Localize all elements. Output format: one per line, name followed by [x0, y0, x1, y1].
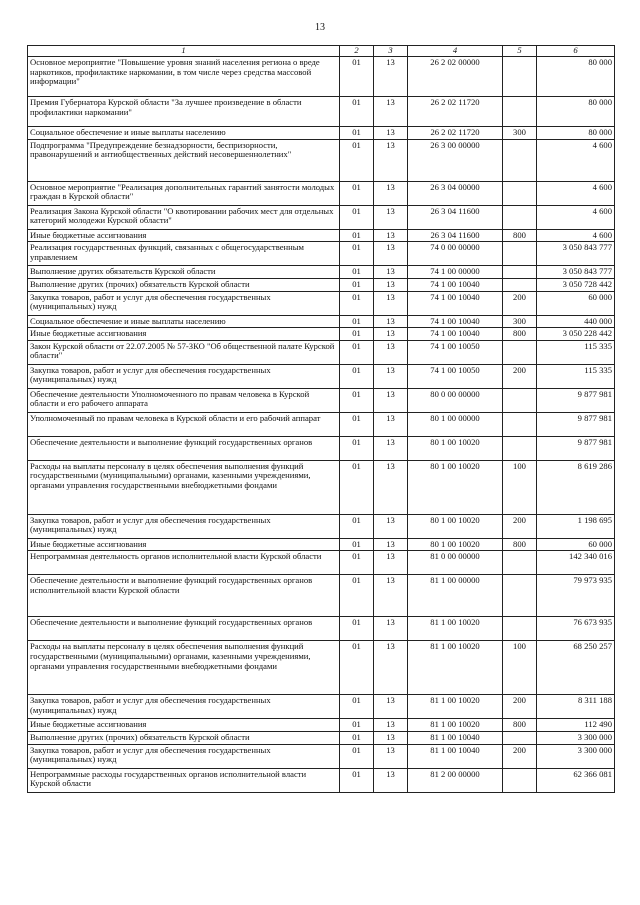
cell-section: 01: [340, 412, 374, 436]
cell-section: 01: [340, 315, 374, 328]
cell-amount: 4 600: [537, 181, 615, 205]
cell-expense-type: 100: [503, 460, 537, 514]
cell-subsection: 13: [374, 412, 408, 436]
cell-subsection: 13: [374, 575, 408, 617]
cell-target-article: 74 1 00 10040: [408, 315, 503, 328]
cell-expense-type: 300: [503, 315, 537, 328]
table-row: [28, 732, 615, 745]
cell-expense-type: [503, 57, 537, 97]
cell-subsection: 13: [374, 436, 408, 460]
cell-target-article: 26 2 02 11720: [408, 127, 503, 140]
cell-name: Социальное обеспечение и иные выплаты населению: [28, 315, 340, 328]
cell-amount: 115 335: [537, 340, 615, 364]
cell-name: Основное мероприятие "Реализация дополнительных гарантий занятости молодых граждан в Курской области": [28, 181, 340, 205]
table-row: [28, 340, 615, 364]
cell-expense-type: [503, 412, 537, 436]
cell-target-article: 74 1 00 10040: [408, 328, 503, 341]
cell-expense-type: [503, 340, 537, 364]
cell-subsection: 13: [374, 551, 408, 575]
cell-target-article: 81 1 00 10020: [408, 719, 503, 732]
cell-amount: 60 000: [537, 538, 615, 551]
cell-subsection: 13: [374, 266, 408, 279]
table-row: [28, 768, 615, 792]
cell-subsection: 13: [374, 229, 408, 242]
cell-amount: 68 250 257: [537, 641, 615, 695]
cell-name: Уполномоченный по правам человека в Курской области и его рабочий аппарат: [28, 412, 340, 436]
cell-subsection: 13: [374, 388, 408, 412]
cell-name: Расходы на выплаты персоналу в целях обеспечения выполнения функций государственными (муниципальными) органами, казенными учреждениями, органами управления государственными внебюджетными фондами: [28, 641, 340, 695]
cell-amount: 4 600: [537, 229, 615, 242]
cell-section: 01: [340, 732, 374, 745]
cell-target-article: 80 1 00 10020: [408, 460, 503, 514]
header-cell-expense-type: 5: [503, 46, 537, 57]
cell-amount: 76 673 935: [537, 617, 615, 641]
cell-expense-type: [503, 388, 537, 412]
cell-amount: 3 050 728 442: [537, 278, 615, 291]
cell-target-article: 80 1 00 10020: [408, 514, 503, 538]
cell-section: 01: [340, 278, 374, 291]
cell-section: 01: [340, 291, 374, 315]
cell-expense-type: 200: [503, 364, 537, 388]
cell-name: Реализация государственных функций, связанных с общегосударственным управлением: [28, 242, 340, 266]
cell-subsection: 13: [374, 768, 408, 792]
cell-expense-type: [503, 617, 537, 641]
cell-subsection: 13: [374, 181, 408, 205]
cell-amount: 80 000: [537, 97, 615, 127]
table-row: [28, 97, 615, 127]
cell-expense-type: [503, 732, 537, 745]
cell-target-article: 74 1 00 10040: [408, 291, 503, 315]
cell-amount: 4 600: [537, 139, 615, 181]
cell-section: 01: [340, 127, 374, 140]
cell-subsection: 13: [374, 205, 408, 229]
cell-amount: 1 198 695: [537, 514, 615, 538]
cell-expense-type: 200: [503, 695, 537, 719]
cell-target-article: 81 1 00 10040: [408, 744, 503, 768]
cell-subsection: 13: [374, 719, 408, 732]
cell-target-article: 74 0 00 00000: [408, 242, 503, 266]
cell-amount: 4 600: [537, 205, 615, 229]
cell-expense-type: [503, 242, 537, 266]
cell-subsection: 13: [374, 97, 408, 127]
cell-expense-type: 300: [503, 127, 537, 140]
cell-section: 01: [340, 364, 374, 388]
cell-target-article: 80 0 00 00000: [408, 388, 503, 412]
cell-amount: 60 000: [537, 291, 615, 315]
cell-subsection: 13: [374, 364, 408, 388]
cell-name: Расходы на выплаты персоналу в целях обеспечения выполнения функций государственными (муниципальными) органами, казенными учреждениями, органами управления государственными внебюджетными фондами: [28, 460, 340, 514]
cell-section: 01: [340, 205, 374, 229]
table-row: [28, 364, 615, 388]
cell-name: Закупка товаров, работ и услуг для обеспечения государственных (муниципальных) нужд: [28, 514, 340, 538]
table-row: [28, 695, 615, 719]
cell-section: 01: [340, 538, 374, 551]
cell-subsection: 13: [374, 732, 408, 745]
cell-target-article: 26 2 02 11720: [408, 97, 503, 127]
cell-expense-type: [503, 436, 537, 460]
cell-target-article: 26 3 04 11600: [408, 205, 503, 229]
cell-section: 01: [340, 328, 374, 341]
table-row: [28, 388, 615, 412]
cell-expense-type: [503, 266, 537, 279]
cell-subsection: 13: [374, 538, 408, 551]
cell-target-article: 81 0 00 00000: [408, 551, 503, 575]
cell-amount: 9 877 981: [537, 436, 615, 460]
cell-amount: 3 300 000: [537, 732, 615, 745]
cell-subsection: 13: [374, 278, 408, 291]
header-cell-target-article: 4: [408, 46, 503, 57]
table-row: [28, 229, 615, 242]
cell-amount: 3 050 843 777: [537, 266, 615, 279]
cell-amount: 8 619 286: [537, 460, 615, 514]
header-cell-name: 1: [28, 46, 340, 57]
cell-name: Непрограммная деятельность органов исполнительной власти Курской области: [28, 551, 340, 575]
table-row: [28, 551, 615, 575]
table-row: [28, 412, 615, 436]
header-cell-subsection: 3: [374, 46, 408, 57]
cell-name: Иные бюджетные ассигнования: [28, 538, 340, 551]
cell-section: 01: [340, 388, 374, 412]
cell-amount: 79 973 935: [537, 575, 615, 617]
cell-amount: 80 000: [537, 57, 615, 97]
cell-name: Выполнение других обязательств Курской области: [28, 266, 340, 279]
cell-target-article: 80 1 00 00000: [408, 412, 503, 436]
cell-name: Иные бюджетные ассигнования: [28, 719, 340, 732]
cell-target-article: 81 1 00 10040: [408, 732, 503, 745]
table-body: [28, 57, 615, 793]
table-row: [28, 641, 615, 695]
cell-target-article: 26 2 02 00000: [408, 57, 503, 97]
cell-subsection: 13: [374, 315, 408, 328]
cell-section: 01: [340, 229, 374, 242]
cell-amount: 115 335: [537, 364, 615, 388]
cell-name: Премия Губернатора Курской области "За лучшее произведение в области профилактики наркомании": [28, 97, 340, 127]
cell-section: 01: [340, 695, 374, 719]
cell-expense-type: 200: [503, 744, 537, 768]
cell-section: 01: [340, 181, 374, 205]
table-row: [28, 127, 615, 140]
cell-section: 01: [340, 266, 374, 279]
cell-amount: 3 050 843 777: [537, 242, 615, 266]
cell-section: 01: [340, 641, 374, 695]
cell-name: Иные бюджетные ассигнования: [28, 229, 340, 242]
cell-name: Реализация Закона Курской области "О квотировании рабочих мест для отдельных категорий молодежи Курской области": [28, 205, 340, 229]
cell-name: Непрограммные расходы государственных органов исполнительной власти Курской области: [28, 768, 340, 792]
cell-subsection: 13: [374, 744, 408, 768]
table-row: [28, 460, 615, 514]
cell-subsection: 13: [374, 291, 408, 315]
cell-name: Основное мероприятие "Повышение уровня знаний населения региона о вреде наркотиков, профилактике наркомании, в том числе через средства массовой информации": [28, 57, 340, 97]
cell-subsection: 13: [374, 242, 408, 266]
cell-subsection: 13: [374, 328, 408, 341]
cell-name: Социальное обеспечение и иные выплаты населению: [28, 127, 340, 140]
cell-name: Обеспечение деятельности Уполномоченного по правам человека в Курской области и его рабочего аппарата: [28, 388, 340, 412]
cell-target-article: 74 1 00 00000: [408, 266, 503, 279]
cell-expense-type: 800: [503, 719, 537, 732]
cell-name: Выполнение других (прочих) обязательств Курской области: [28, 732, 340, 745]
cell-expense-type: [503, 205, 537, 229]
table-row: [28, 242, 615, 266]
cell-amount: 8 311 188: [537, 695, 615, 719]
cell-target-article: 74 1 00 10040: [408, 278, 503, 291]
cell-section: 01: [340, 617, 374, 641]
cell-name: Выполнение других (прочих) обязательств Курской области: [28, 278, 340, 291]
cell-section: 01: [340, 57, 374, 97]
cell-target-article: 80 1 00 10020: [408, 436, 503, 460]
cell-subsection: 13: [374, 139, 408, 181]
cell-amount: 3 300 000: [537, 744, 615, 768]
cell-expense-type: [503, 278, 537, 291]
table-row: [28, 205, 615, 229]
cell-expense-type: 800: [503, 229, 537, 242]
table-row: [28, 617, 615, 641]
cell-name: Закон Курской области от 22.07.2005 № 57-ЗКО "Об общественной палате Курской области": [28, 340, 340, 364]
cell-expense-type: [503, 181, 537, 205]
cell-name: Обеспечение деятельности и выполнение функций государственных органов: [28, 436, 340, 460]
table-row: [28, 139, 615, 181]
cell-section: 01: [340, 340, 374, 364]
table-row: [28, 538, 615, 551]
cell-target-article: 81 1 00 10020: [408, 617, 503, 641]
cell-name: Закупка товаров, работ и услуг для обеспечения государственных (муниципальных) нужд: [28, 291, 340, 315]
cell-expense-type: 200: [503, 514, 537, 538]
cell-section: 01: [340, 242, 374, 266]
cell-section: 01: [340, 719, 374, 732]
cell-amount: 440 000: [537, 315, 615, 328]
cell-name: Закупка товаров, работ и услуг для обеспечения государственных (муниципальных) нужд: [28, 695, 340, 719]
cell-name: Закупка товаров, работ и услуг для обеспечения государственных (муниципальных) нужд: [28, 744, 340, 768]
table-row: [28, 575, 615, 617]
cell-target-article: 74 1 00 10050: [408, 364, 503, 388]
table-row: [28, 181, 615, 205]
cell-target-article: 81 1 00 00000: [408, 575, 503, 617]
cell-name: Подпрограмма "Предупреждение безнадзорности, беспризорности, правонарушений и антиобщественных действий несовершеннолетних": [28, 139, 340, 181]
cell-target-article: 81 2 00 00000: [408, 768, 503, 792]
cell-amount: 142 340 016: [537, 551, 615, 575]
table-row: [28, 278, 615, 291]
cell-target-article: 26 3 00 00000: [408, 139, 503, 181]
cell-section: 01: [340, 575, 374, 617]
cell-target-article: 74 1 00 10050: [408, 340, 503, 364]
cell-subsection: 13: [374, 617, 408, 641]
header-row: [28, 46, 615, 57]
cell-section: 01: [340, 514, 374, 538]
cell-subsection: 13: [374, 57, 408, 97]
cell-section: 01: [340, 460, 374, 514]
page-number: 13: [315, 22, 325, 33]
header-cell-amount: 6: [537, 46, 615, 57]
cell-expense-type: 800: [503, 538, 537, 551]
cell-expense-type: [503, 139, 537, 181]
cell-amount: 112 490: [537, 719, 615, 732]
cell-section: 01: [340, 436, 374, 460]
cell-expense-type: [503, 575, 537, 617]
table-row: [28, 266, 615, 279]
table-row: [28, 744, 615, 768]
cell-subsection: 13: [374, 514, 408, 538]
cell-subsection: 13: [374, 641, 408, 695]
cell-subsection: 13: [374, 460, 408, 514]
cell-name: Обеспечение деятельности и выполнение функций государственных органов исполнительной власти Курской области: [28, 575, 340, 617]
table-row: [28, 514, 615, 538]
budget-table: [27, 45, 615, 793]
cell-subsection: 13: [374, 127, 408, 140]
table-row: [28, 328, 615, 341]
cell-target-article: 26 3 04 00000: [408, 181, 503, 205]
cell-section: 01: [340, 139, 374, 181]
cell-target-article: 26 3 04 11600: [408, 229, 503, 242]
cell-expense-type: [503, 97, 537, 127]
cell-subsection: 13: [374, 695, 408, 719]
header-cell-section: 2: [340, 46, 374, 57]
table-row: [28, 719, 615, 732]
cell-target-article: 80 1 00 10020: [408, 538, 503, 551]
cell-amount: 62 366 081: [537, 768, 615, 792]
cell-name: Обеспечение деятельности и выполнение функций государственных органов: [28, 617, 340, 641]
cell-amount: 9 877 981: [537, 388, 615, 412]
cell-target-article: 81 1 00 10020: [408, 695, 503, 719]
cell-amount: 80 000: [537, 127, 615, 140]
cell-expense-type: 100: [503, 641, 537, 695]
cell-name: Закупка товаров, работ и услуг для обеспечения государственных (муниципальных) нужд: [28, 364, 340, 388]
cell-section: 01: [340, 97, 374, 127]
cell-expense-type: 200: [503, 291, 537, 315]
cell-target-article: 81 1 00 10020: [408, 641, 503, 695]
table-row: [28, 315, 615, 328]
cell-name: Иные бюджетные ассигнования: [28, 328, 340, 341]
table-row: [28, 436, 615, 460]
cell-section: 01: [340, 551, 374, 575]
cell-expense-type: 800: [503, 328, 537, 341]
cell-subsection: 13: [374, 340, 408, 364]
table-row: [28, 291, 615, 315]
table-row: [28, 57, 615, 97]
cell-expense-type: [503, 551, 537, 575]
cell-section: 01: [340, 744, 374, 768]
cell-section: 01: [340, 768, 374, 792]
cell-amount: 3 050 228 442: [537, 328, 615, 341]
cell-expense-type: [503, 768, 537, 792]
cell-amount: 9 877 981: [537, 412, 615, 436]
